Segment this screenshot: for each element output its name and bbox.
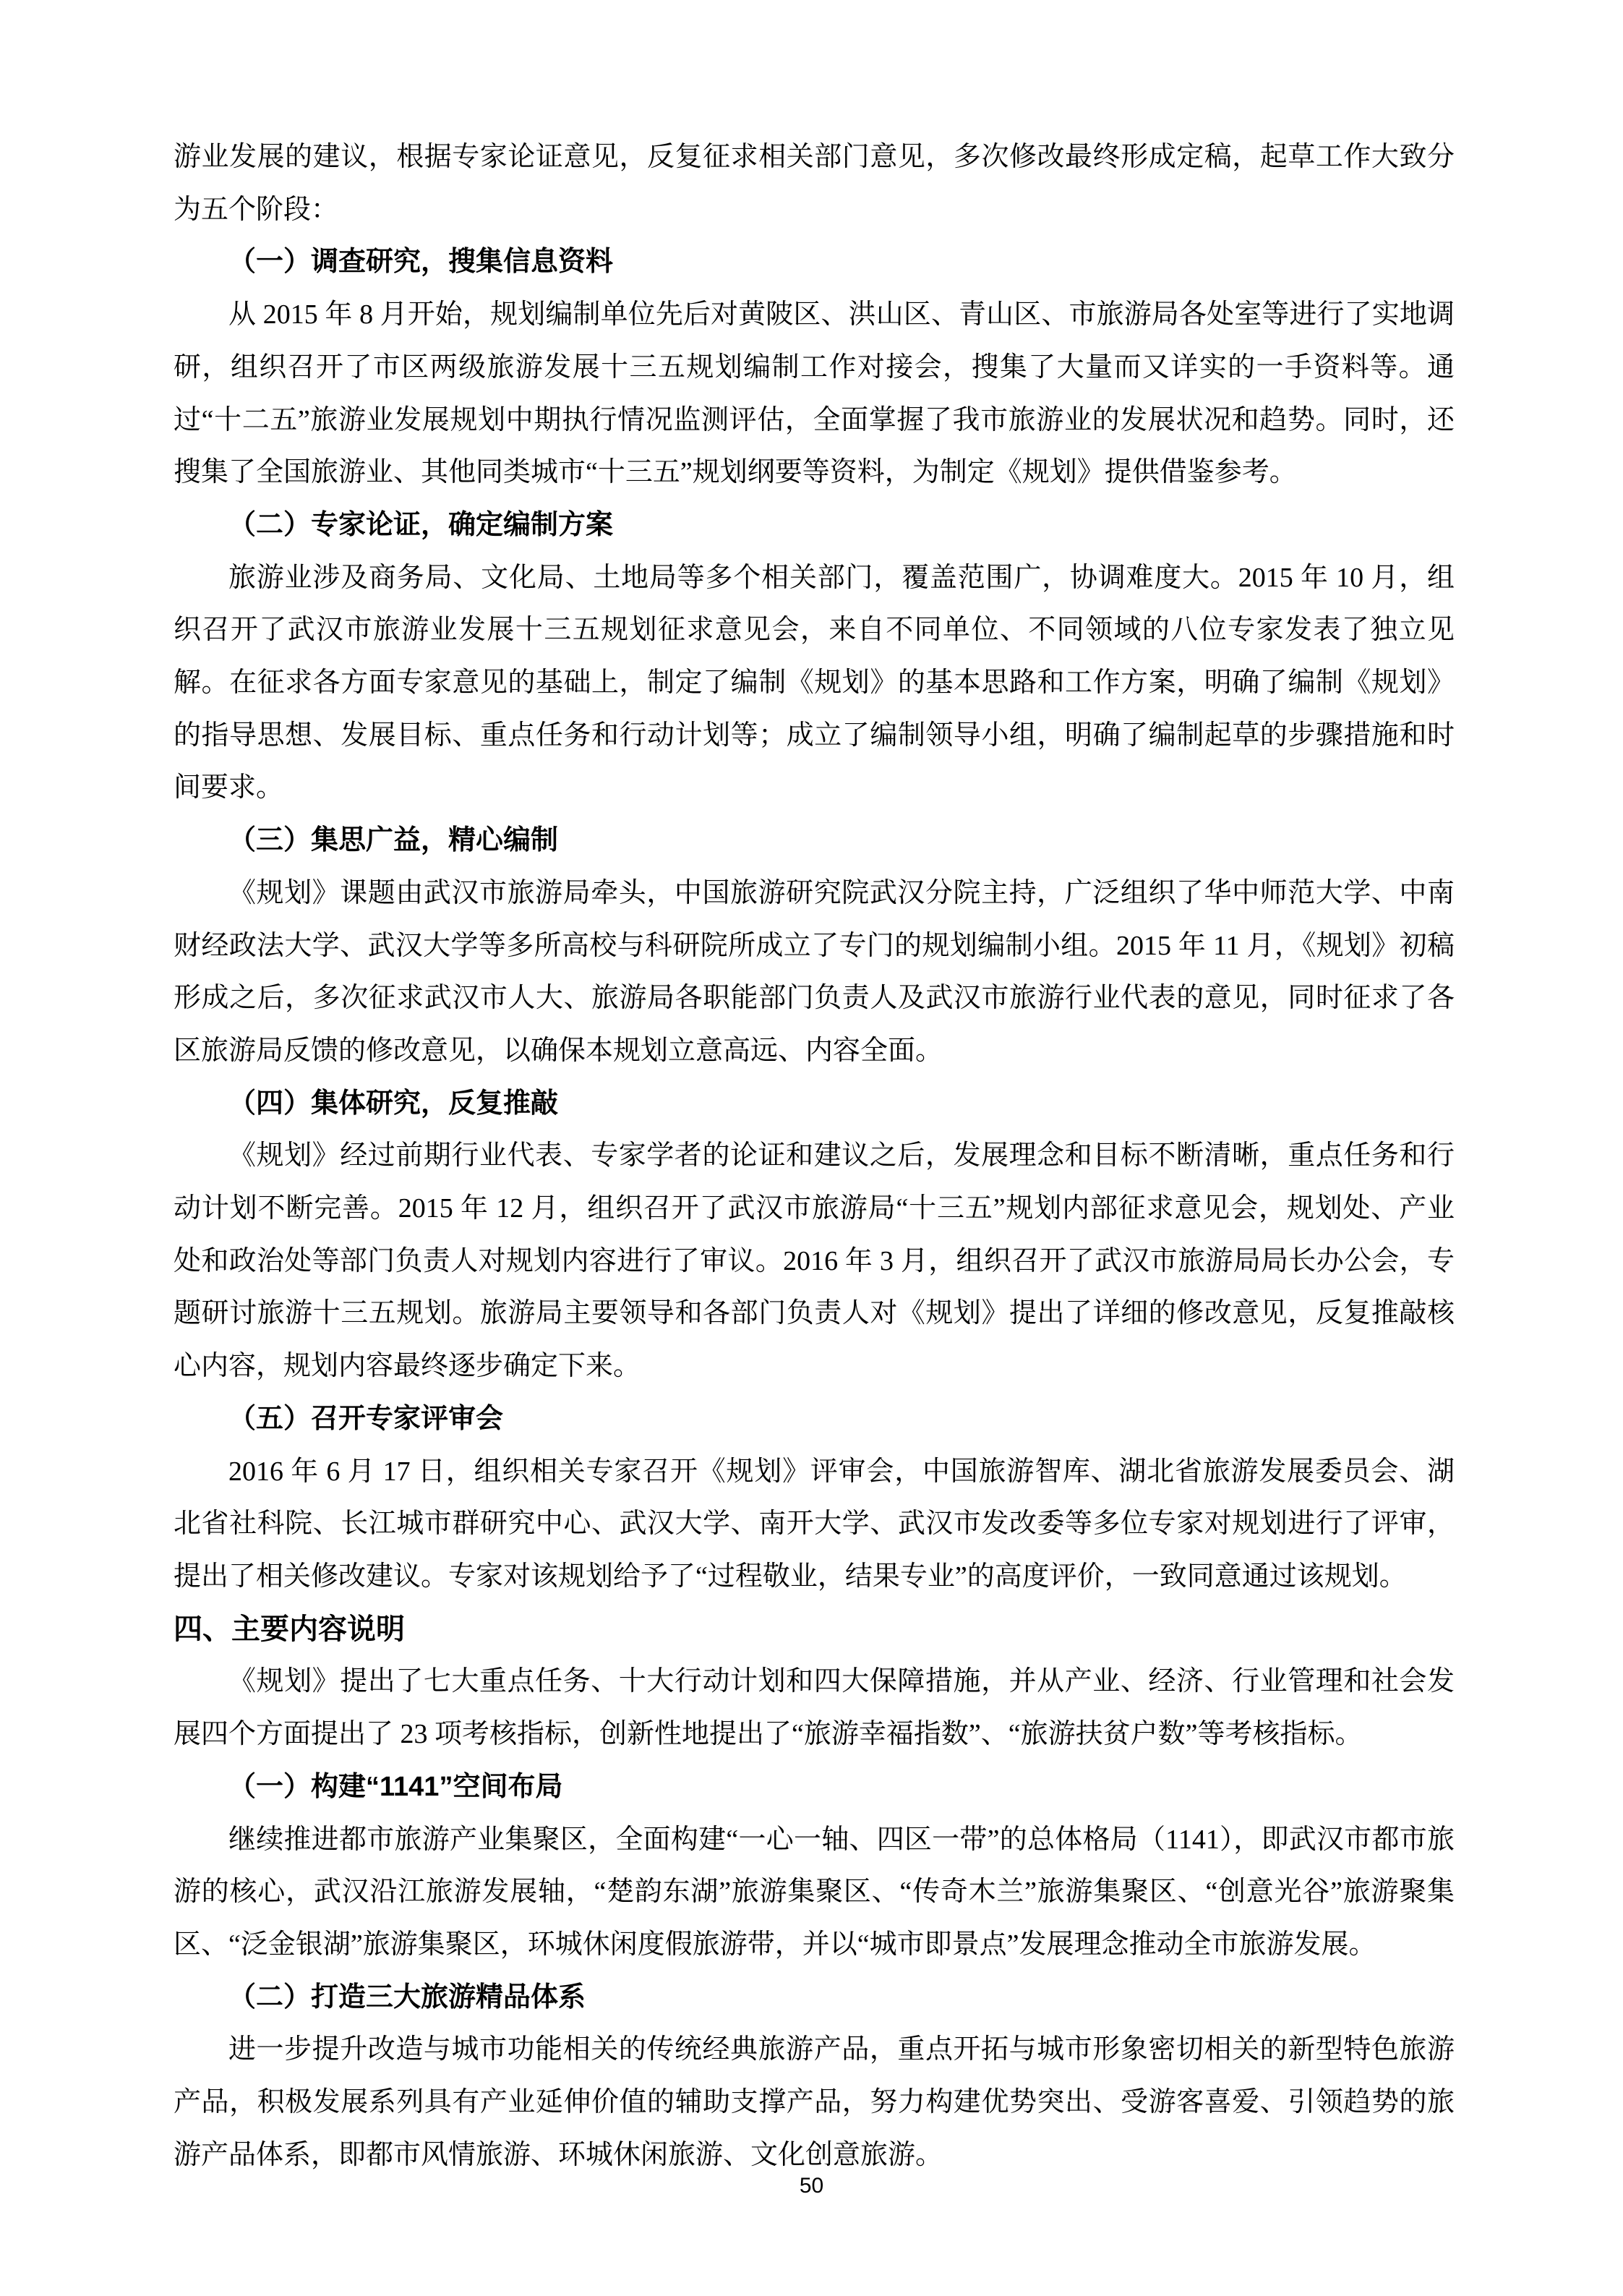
section-heading-5-review-meeting: （五）召开专家评审会 [228, 1403, 504, 1434]
section-heading-1141-layout: （一）构建“1141”空间布局 [228, 1771, 563, 1802]
paragraph: 从 2015 年 8 月开始，规划编制单位先后对黄陂区、洪山区、青山区、市旅游局各处室等进行了实地调研，组织召开了市区两级旅游发展十三五规划编制工作对接会，搜集了大量而又详实的一手资料等。通过“十二五”旅游业发展规划中期执行情况监测评估，全面掌握了我市旅游业的发展状况和趋势。同时，还搜集了全国旅游业、其他同类城市“十三五”规划纲要等资料，为制定《规划》提供借鉴参考。 [174, 299, 1455, 488]
paragraph: 旅游业涉及商务局、文化局、土地局等多个相关部门，覆盖范围广，协调难度大。2015 年 10 月，组织召开了武汉市旅游业发展十三五规划征求意见会，来自不同单位、不同领域的八位专家发表了独立见解。在征求各方面专家意见的基础上，制定了编制《规划》的基本思路和工作方案，明确了编制《规划》的指导思想、发展目标、重点任务和行动计划等；成立了编制领导小组，明确了编制起草的步骤措施和时间要求。 [174, 562, 1455, 803]
section-heading-4-group-study: （四）集体研究，反复推敲 [228, 1088, 559, 1119]
paragraph: 2016 年 6 月 17 日，组织相关专家召开《规划》评审会，中国旅游智库、湖北省旅游发展委员会、湖北省社科院、长江城市群研究中心、武汉大学、南开大学、武汉市发改委等多位专家对规划进行了评审，提出了相关修改建议。专家对该规划给予了“过程敬业，结果专业”的高度评价，一致同意通过该规划。 [174, 1456, 1455, 1592]
paragraph: 《规划》经过前期行业代表、专家学者的论证和建议之后，发展理念和目标不断清晰，重点任务和行动计划不断完善。2015 年 12 月，组织召开了武汉市旅游局“十三五”规划内部征求意见会，规划处、产业处和政治处等部门负责人对规划内容进行了审议。2016 年 3 月，组织召开了武汉市旅游局局长办公会，专题研讨旅游十三五规划。旅游局主要领导和各部门负责人对《规划》提出了详细的修改意见，反复推敲核心内容，规划内容最终逐步确定下来。 [174, 1140, 1455, 1382]
paragraph: 进一步提升改造与城市功能相关的传统经典旅游产品，重点开拓与城市形象密切相关的新型特色旅游产品，积极发展系列具有产业延伸价值的辅助支撑产品，努力构建优势突出、受游客喜爱、引领趋势的旅游产品体系，即都市风情旅游、环城休闲旅游、文化创意旅游。 [174, 2034, 1455, 2170]
chapter-heading-main-content: 四、主要内容说明 [174, 1613, 405, 1645]
section-heading-three-product-systems: （二）打造三大旅游精品体系 [228, 1981, 586, 2013]
section-heading-2-expert-review: （二）专家论证，确定编制方案 [228, 509, 614, 540]
section-heading-1-survey: （一）调查研究，搜集信息资料 [228, 247, 614, 278]
paragraph-continued: 游业发展的建议，根据专家论证意见，反复征求相关部门意见，多次修改最终形成定稿，起草工作大致分为五个阶段： [174, 142, 1455, 225]
section-heading-3-drafting: （三）集思广益，精心编制 [228, 825, 559, 856]
paragraph: 《规划》提出了七大重点任务、十大行动计划和四大保障措施，并从产业、经济、行业管理和社会发展四个方面提出了 23 项考核指标，创新性地提出了“旅游幸福指数”、“旅游扶贫户数”等考核指标。 [174, 1666, 1455, 1750]
paragraph: 《规划》课题由武汉市旅游局牵头，中国旅游研究院武汉分院主持，广泛组织了华中师范大学、中南财经政法大学、武汉大学等多所高校与科研院所成立了专门的规划编制小组。2015 年 11 月，《规划》初稿形成之后，多次征求武汉市人大、旅游局各职能部门负责人及武汉市旅游行业代表的意见，同时征求了各区旅游局反馈的修改意见，以确保本规划立意高远、内容全面。 [174, 877, 1455, 1066]
document-body [174, 131, 1455, 2181]
paragraph: 继续推进都市旅游产业集聚区，全面构建“一心一轴、四区一带”的总体格局（1141），即武汉市都市旅游的核心，武汉沿江旅游发展轴，“楚韵东湖”旅游集聚区、“传奇木兰”旅游集聚区、“创意光谷”旅游聚集区、“泛金银湖”旅游集聚区，环城休闲度假旅游带，并以“城市即景点”发展理念推动全市旅游发展。 [174, 1824, 1455, 1960]
page-number: 50 [799, 2174, 824, 2198]
